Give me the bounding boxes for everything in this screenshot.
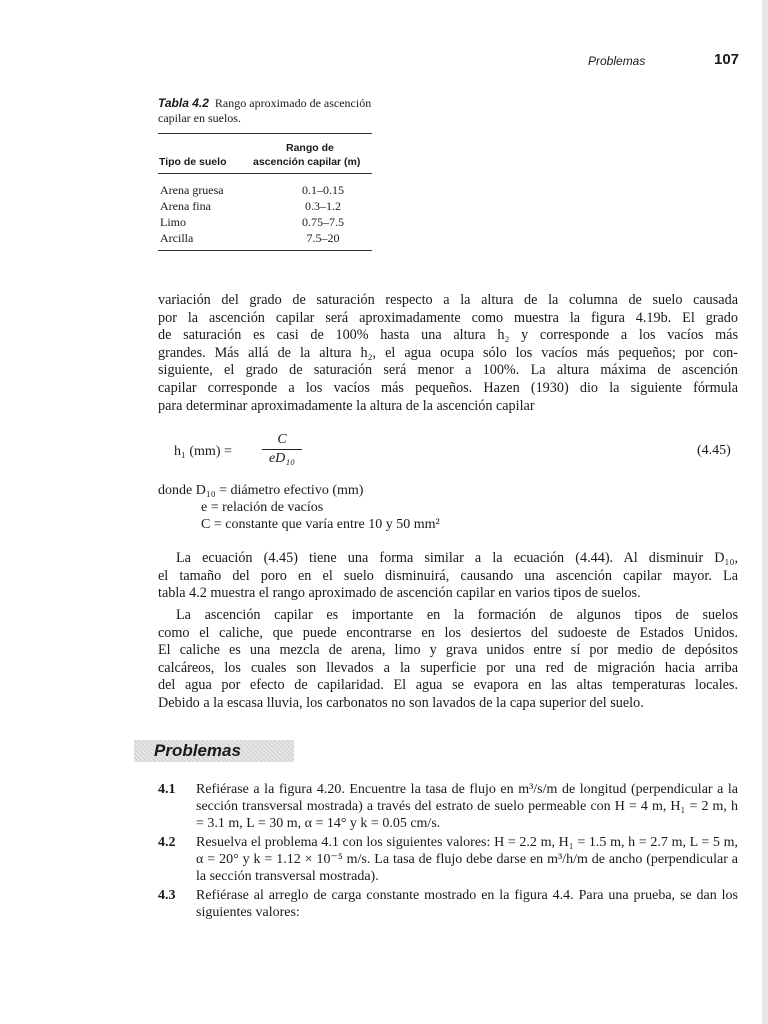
table-cell-type: Arena fina xyxy=(160,199,211,213)
text-line: de saturación es casi de 100% hasta una altura h₂ y corresponde a los vacíos más xyxy=(158,327,738,344)
text-line: tabla 4.2 muestra el rango aproximado de ascención capilar en varios tipos de suelos. xyxy=(158,585,641,602)
problem-text: Refiérase al arreglo de carga constante mostrado en la figura 4.4. Para una prueba, se dan los siguientes valores: xyxy=(196,888,738,921)
table-cell-range: 0.75–7.5 xyxy=(302,215,344,229)
running-header-section: Problemas xyxy=(588,54,646,68)
text-line: La ascención capilar es importante en la formación de algunos tipos de suelos xyxy=(176,607,738,623)
text-line: el tamaño del poro en el suelo disminuirá, causando una ascención capilar mayor. La xyxy=(158,567,738,584)
equation-lhs: h₁ (mm) = xyxy=(174,444,232,459)
problem-text: Refiérase a la figura 4.20. Encuentre la tasa de flujo en m³/s/m de longitud (perpendicular a la sección transversal mostrada) a través del estrato de suelo permeable con H = 4 m, H₁ = 2 m, h = 3.1 m, L = 30 m, α = 14° y k = 0.05 cm/s. xyxy=(196,782,738,832)
equation-numerator: C xyxy=(277,432,287,447)
text-line: La ecuación (4.45) tiene una forma similar a la ecuación (4.44). Al disminuir D₁₀, xyxy=(176,550,738,566)
text-line: para determinar aproximadamente la altura de la ascención capilar xyxy=(158,397,535,414)
definition-line: donde D₁₀ = diámetro efectivo (mm) xyxy=(158,483,364,498)
text-line: El caliche es una mezcla de arena, limo y grava unidos entre sí por medio de depósitos xyxy=(158,642,738,659)
equation-denominator: eD₁₀ xyxy=(268,451,296,466)
paragraph-equation-comparison xyxy=(158,550,738,603)
table-top-rule xyxy=(158,133,372,134)
page-edge-shadow xyxy=(762,0,768,1024)
text-line: variación del grado de saturación respecto a la altura de la columna de suelo causada xyxy=(158,292,738,308)
equation-number: (4.45) xyxy=(697,443,731,458)
equation-definitions xyxy=(158,482,440,533)
table-header-range-line1: Rango de xyxy=(286,142,334,154)
table-cell-type: Arena gruesa xyxy=(160,183,224,197)
text-line: siguiente, el grado de saturación será menor a 100%. La altura máxima de ascención xyxy=(158,362,738,379)
table-cell-type: Arcilla xyxy=(160,231,194,245)
text-line: capilar corresponde a los vacíos más pequeños. Hazen (1930) dio la siguiente fórmula xyxy=(158,379,738,396)
text-line: como el caliche, que puede encontrarse en los desiertos del sudoeste de Estados Unidos. xyxy=(158,624,738,641)
table-bottom-rule xyxy=(158,250,372,251)
fraction-bar xyxy=(262,449,302,450)
page-number: 107 xyxy=(714,51,740,68)
problem-item xyxy=(158,887,738,921)
text-line: por la ascención capilar será aproximadamente como muestra la figura 4.19b. El grado xyxy=(158,309,738,326)
problem-number: 4.2 xyxy=(158,835,176,850)
problem-number: 4.3 xyxy=(158,888,176,903)
problems-heading: Problemas xyxy=(154,741,241,760)
table-caption-text: Rango aproximado de ascención capilar en suelos. xyxy=(158,96,372,125)
table-header-range-line2: ascención capilar (m) xyxy=(253,156,361,168)
table-cell-range: 0.1–0.15 xyxy=(302,183,344,197)
definition-line: e = relación de vacíos xyxy=(201,500,324,515)
problem-item xyxy=(158,781,738,833)
text-line: calcáreos, los cuales son llevados a la superficie por una red de migración hacia arriba xyxy=(158,659,738,676)
table-header-rule xyxy=(158,173,372,174)
table-cell-range: 0.3–1.2 xyxy=(305,199,341,213)
table-header-soil-type: Tipo de suelo xyxy=(159,156,227,168)
table-cell-type: Limo xyxy=(160,215,186,229)
table-caption xyxy=(158,96,378,126)
problem-text: Resuelva el problema 4.1 con los siguientes valores: H = 2.2 m, H₁ = 1.5 m, h = 2.7 m, L = 5 m, α = 20° y k = 1.12 × 10⁻⁵ m/s. La tasa de flujo debe darse en m³/h/m de ancho (perpendicular a la sección transversal mostrada). xyxy=(196,835,738,885)
table-label: Tabla 4.2 xyxy=(158,96,209,110)
text-line: Debido a la escasa lluvia, los carbonatos no son lavados de la capa superior del suelo. xyxy=(158,694,644,711)
paragraph-capillary-saturation xyxy=(158,292,738,415)
problem-number: 4.1 xyxy=(158,782,176,797)
definition-line: C = constante que varía entre 10 y 50 mm² xyxy=(201,517,440,532)
paragraph-caliche xyxy=(158,607,738,713)
equation-fraction xyxy=(262,432,302,467)
text-line: grandes. Más allá de la altura h₂, el agua ocupa sólo los vacíos más pequeños; por con- xyxy=(158,344,738,361)
table-cell-range: 7.5–20 xyxy=(306,231,340,245)
text-line: del agua por efecto de capilaridad. El agua se evapora en las altas temperaturas locales. xyxy=(158,677,738,694)
problem-item xyxy=(158,834,738,886)
